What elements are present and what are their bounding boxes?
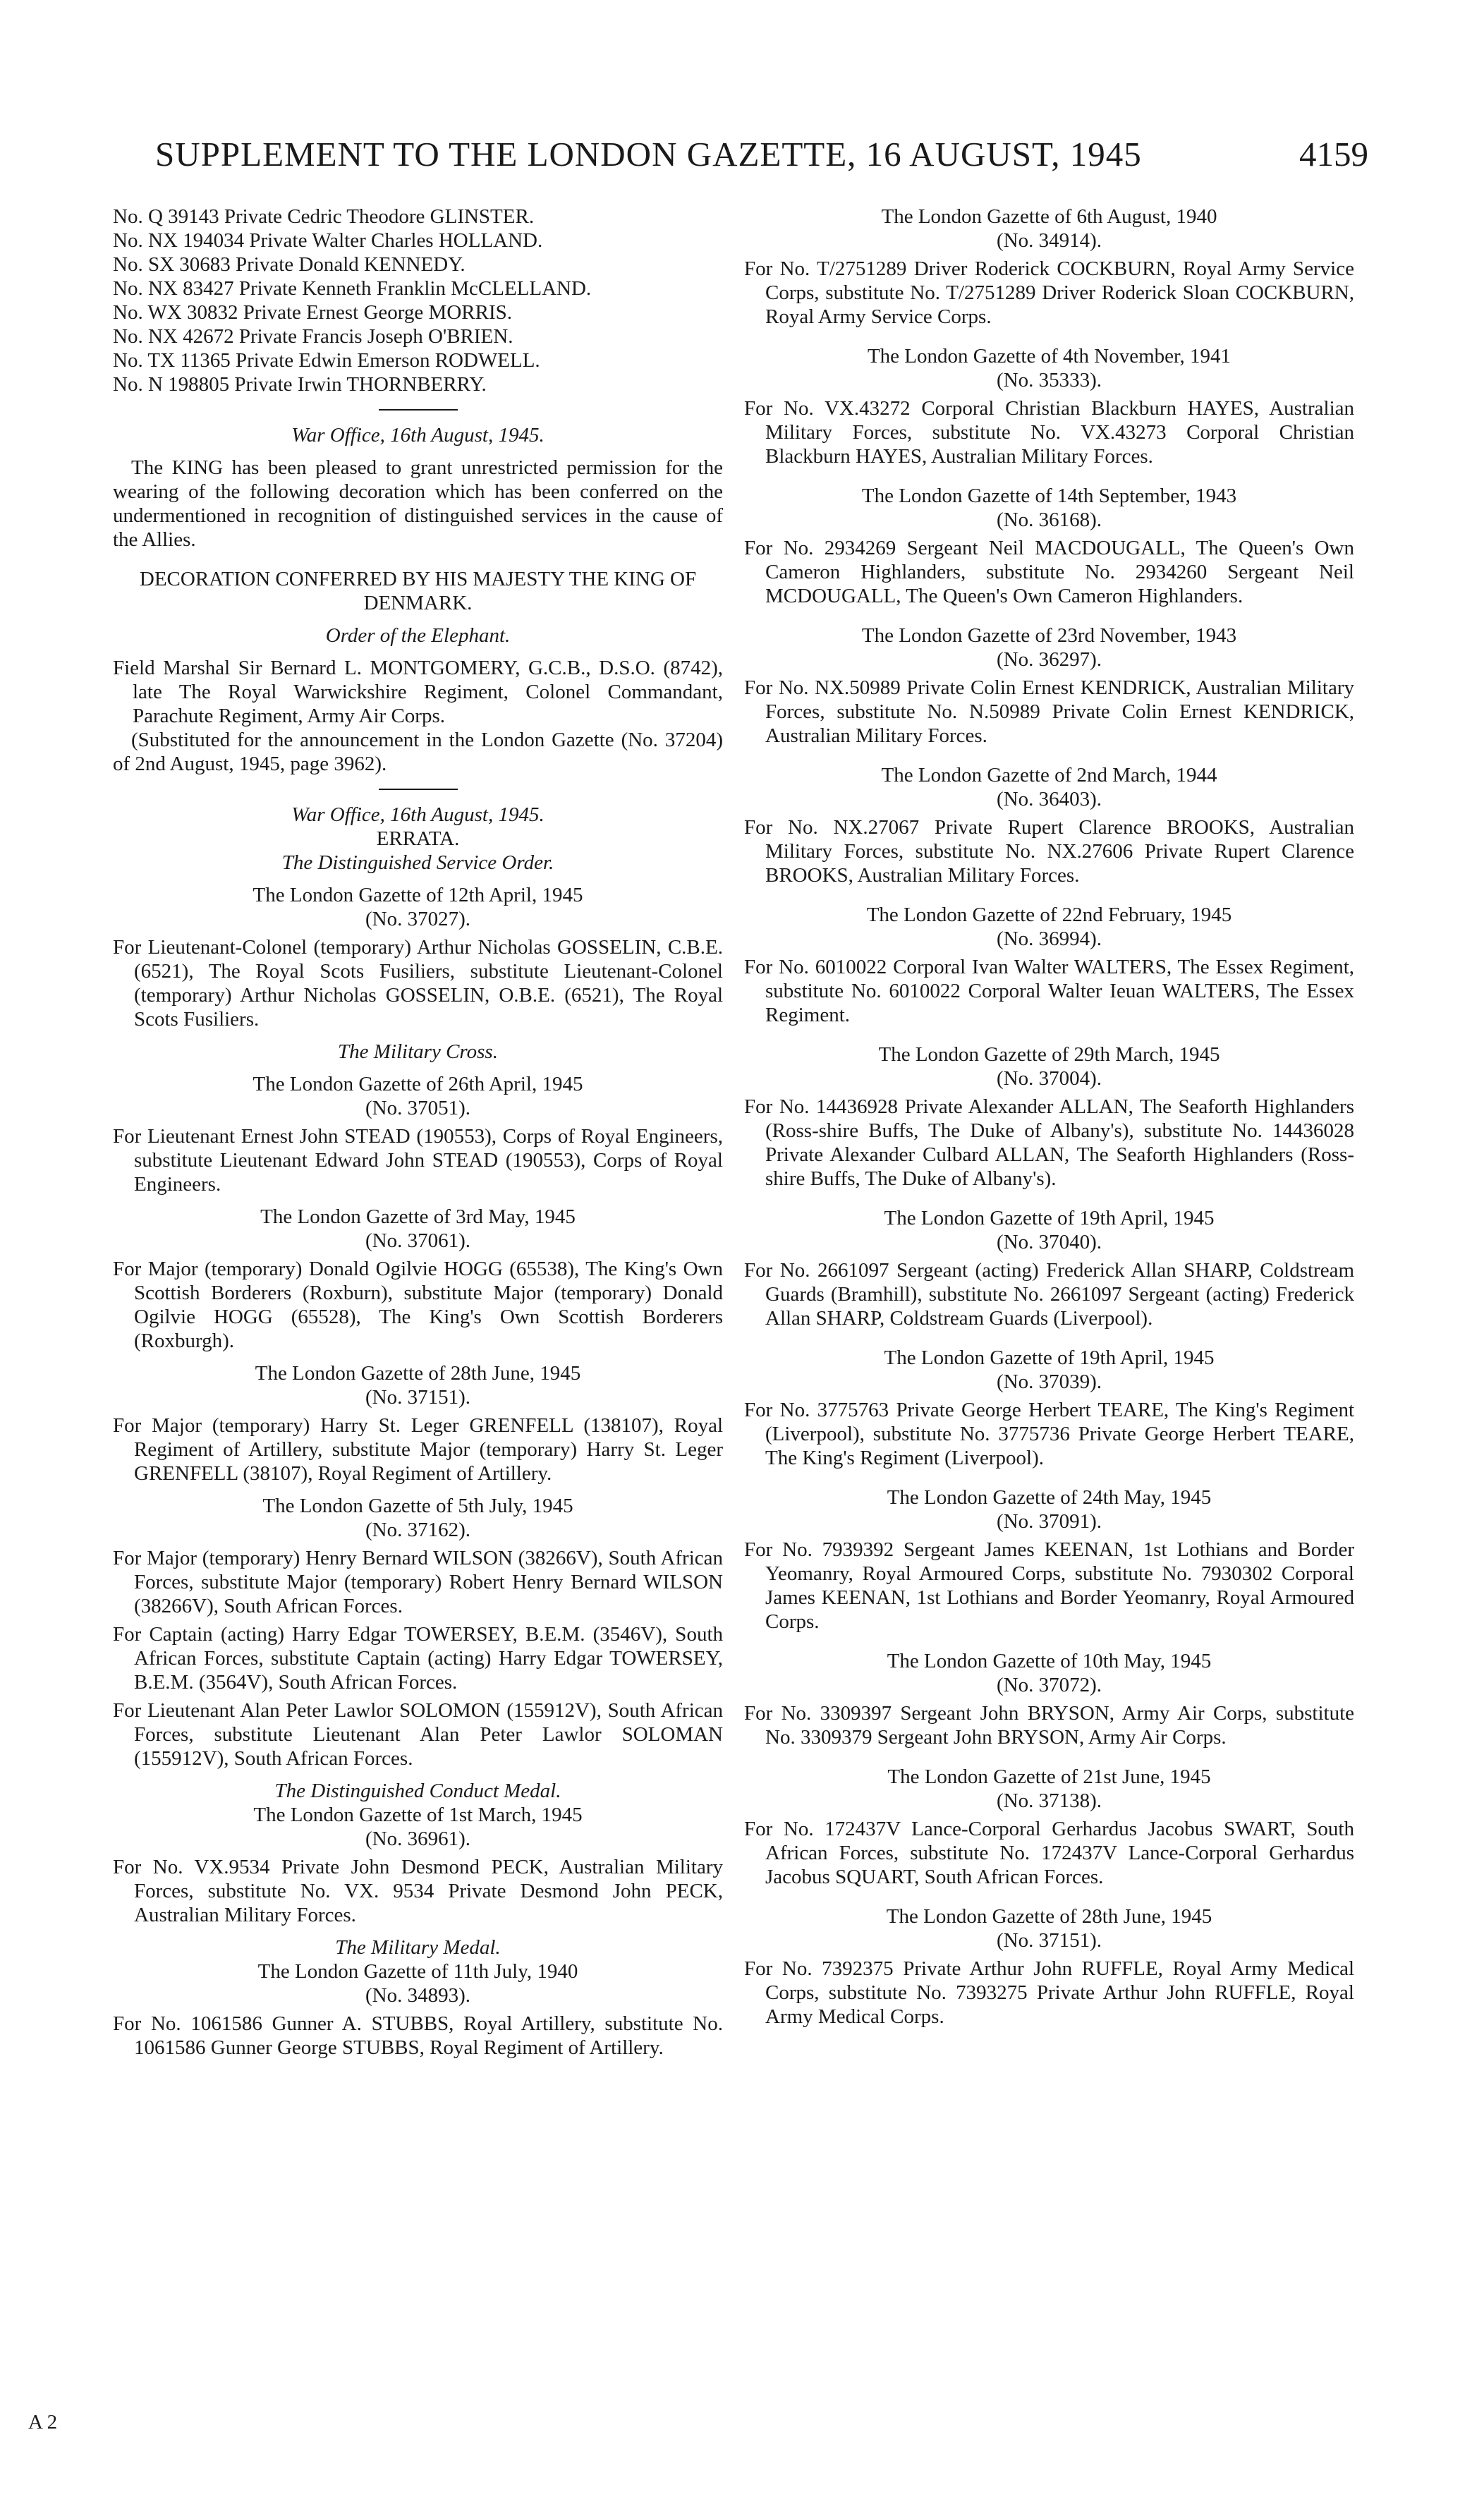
correction-entry: For Major (temporary) Harry St. Leger GRENFELL (138107), Royal Regiment of Artillery, substitute Major (temporary) Harry St. Leger GRENFELL (38107), Royal Regiment of Artillery.	[113, 1414, 723, 1485]
gazette-number: (No. 37151).	[365, 1386, 470, 1409]
gazette-reference: The London Gazette of 28th June, 1945	[886, 1905, 1212, 1928]
notice-body: The KING has been pleased to grant unrestricted permission for the wearing of the following decoration which has been conferred on the undermentioned in recognition of distinguished services in the cause of the Allies.	[113, 456, 723, 551]
correction-entry: For Captain (acting) Harry Edgar TOWERSEY, B.E.M. (3546V), South African Forces, substitute Captain (acting) Harry Edgar TOWERSEY, B.E.M. (3564V), South African Forces.	[113, 1623, 723, 1694]
correction-entry: For No. 6010022 Corporal Ivan Walter WALTERS, The Essex Regiment, substitute No. 6010022 Corporal Walter Ieuan WALTERS, The Essex Regiment.	[744, 956, 1354, 1026]
list-item: No. NX 83427 Private Kenneth Franklin McCLELLAND.	[113, 277, 592, 300]
page-number: 4159	[1299, 135, 1368, 174]
correction-entry: For Major (temporary) Donald Ogilvie HOGG (65538), The King's Own Scottish Borderers (Roxburn), substitute Major (temporary) Donald Ogilvie HOGG (65528), The King's Own Scottish Borderers (Roxburgh).	[113, 1258, 723, 1352]
substitution-note: (Substituted for the announcement in the London Gazette (No. 37204) of 2nd August, 1945, page 3962).	[113, 729, 723, 775]
correction-entry: For No. 14436928 Private Alexander ALLAN, The Seaforth Highlanders (Ross-shire Buffs, The Duke of Albany's), substitute No. 14436028 Private Alexander Culbard ALLAN, The Seaforth Highlanders (Ross-shire Buffs, The Duke of Albany's).	[744, 1095, 1354, 1190]
gazette-number: (No. 37061).	[365, 1229, 470, 1252]
divider	[379, 789, 458, 790]
gazette-number: (No. 36961).	[365, 1828, 470, 1850]
correction-entry: For No. 7939392 Sergeant James KEENAN, 1st Lothians and Border Yeomanry, Royal Armoured Corps, substitute No. 7930302 Corporal James KEENAN, 1st Lothians and Border Yeomanry, Royal Armoured Corps.	[744, 1538, 1354, 1633]
gazette-reference: The London Gazette of 21st June, 1945	[887, 1766, 1211, 1788]
correction-entry: For Lieutenant-Colonel (temporary) Arthur Nicholas GOSSELIN, C.B.E. (6521), The Royal Scots Fusiliers, substitute Lieutenant-Colonel (temporary) Arthur Nicholas GOSSELIN, O.B.E. (6521), The Royal Scots Fusiliers.	[113, 936, 723, 1031]
decoration-heading: DECORATION CONFERRED BY HIS MAJESTY THE KING OF DENMARK.	[139, 568, 697, 614]
notice-heading: War Office, 16th August, 1945.	[291, 424, 545, 446]
list-item: No. Q 39143 Private Cedric Theodore GLINSTER.	[113, 205, 535, 228]
correction-entry: For No. NX.50989 Private Colin Ernest KENDRICK, Australian Military Forces, substitute No. N.50989 Private Colin Ernest KENDRICK, Australian Military Forces.	[744, 676, 1354, 747]
gazette-number: (No. 37027).	[365, 908, 470, 930]
correction-entry: For No. 7392375 Private Arthur John RUFFLE, Royal Army Medical Corps, substitute No. 7393275 Private Arthur John RUFFLE, Royal Army Medical Corps.	[744, 1957, 1354, 2028]
correction-entry: For No. NX.27067 Private Rupert Clarence BROOKS, Australian Military Forces, substitute No. NX.27606 Private Rupert Clarence BROOKS, Australian Military Forces.	[744, 816, 1354, 887]
section-heading: The Distinguished Conduct Medal.	[274, 1780, 561, 1802]
gazette-reference: The London Gazette of 23rd November, 1943	[861, 624, 1237, 647]
gazette-reference: The London Gazette of 6th August, 1940	[881, 205, 1217, 228]
gazette-number: (No. 36994).	[996, 928, 1102, 950]
page-signature-mark: A 2	[28, 2411, 58, 2433]
gazette-number: (No. 37040).	[996, 1231, 1102, 1253]
gazette-reference: The London Gazette of 14th September, 1943	[861, 485, 1237, 507]
section-heading: The Military Medal.	[335, 1936, 501, 1959]
gazette-number: (No. 36403).	[996, 788, 1102, 810]
gazette-reference: The London Gazette of 22nd February, 1945	[866, 904, 1232, 926]
section-heading: The Military Cross.	[338, 1040, 498, 1063]
correction-entry: For No. 2934269 Sergeant Neil MACDOUGALL, The Queen's Own Cameron Highlanders, substitute No. 2934260 Sergeant Neil MCDOUGALL, The Queen's Own Cameron Highlanders.	[744, 537, 1354, 607]
gazette-reference: The London Gazette of 1st March, 1945	[253, 1804, 583, 1826]
gazette-number: (No. 37039).	[996, 1371, 1102, 1393]
gazette-reference: The London Gazette of 19th April, 1945	[884, 1207, 1215, 1229]
gazette-reference: The London Gazette of 19th April, 1945	[884, 1347, 1215, 1369]
gazette-reference: The London Gazette of 26th April, 1945	[253, 1073, 583, 1095]
correction-entry: For No. VX.9534 Private John Desmond PECK, Australian Military Forces, substitute No. VX. 9534 Private Desmond John PECK, Australian Military Forces.	[113, 1856, 723, 1926]
gazette-number: (No. 36168).	[996, 509, 1102, 531]
section-heading: The Distinguished Service Order.	[281, 851, 554, 874]
gazette-reference: The London Gazette of 4th November, 1941	[867, 345, 1231, 367]
divider	[379, 409, 458, 411]
correction-entry: For No. VX.43272 Corporal Christian Blackburn HAYES, Australian Military Forces, substitute No. VX.43273 Corporal Christian Blackburn HAYES, Australian Military Forces.	[744, 397, 1354, 468]
gazette-reference: The London Gazette of 29th March, 1945	[878, 1043, 1220, 1066]
gazette-number: (No. 37051).	[365, 1097, 470, 1119]
list-item: No. SX 30683 Private Donald KENNEDY.	[113, 253, 466, 276]
left-column	[113, 205, 723, 2060]
gazette-number: (No. 37072).	[996, 1674, 1102, 1696]
list-item: No. WX 30832 Private Ernest George MORRIS.	[113, 301, 512, 324]
list-item: No. NX 42672 Private Francis Joseph O'BRIEN.	[113, 325, 513, 348]
gazette-reference: The London Gazette of 2nd March, 1944	[881, 764, 1217, 786]
gazette-reference: The London Gazette of 5th July, 1945	[262, 1495, 573, 1517]
name-list	[113, 205, 723, 396]
gazette-number: (No. 37091).	[996, 1510, 1102, 1533]
list-item: No. TX 11365 Private Edwin Emerson RODWELL.	[113, 349, 540, 372]
order-heading: Order of the Elephant.	[325, 624, 511, 647]
correction-entry: For No. 2661097 Sergeant (acting) Frederick Allan SHARP, Coldstream Guards (Bramhill), substitute No. 2661097 Sergeant (acting) Frederick Allan SHARP, Coldstream Guards (Liverpool).	[744, 1259, 1354, 1330]
list-item: No. N 198805 Private Irwin THORNBERRY.	[113, 373, 487, 396]
gazette-reference: The London Gazette of 11th July, 1940	[257, 1960, 578, 1983]
award-entry: Field Marshal Sir Bernard L. MONTGOMERY, G.C.B., D.S.O. (8742), late The Royal Warwickshire Regiment, Colonel Commandant, Parachute Regiment, Army Air Corps.	[113, 657, 723, 727]
gazette-number: (No. 37162).	[365, 1519, 470, 1541]
list-item: No. NX 194034 Private Walter Charles HOLLAND.	[113, 229, 543, 252]
correction-entry: For Lieutenant Alan Peter Lawlor SOLOMON (155912V), South African Forces, substitute Lieutenant Alan Peter Lawlor SOLOMAN (155912V), South African Forces.	[113, 1699, 723, 1770]
page-header	[155, 134, 1368, 183]
correction-entry: For No. 172437V Lance-Corporal Gerhardus Jacobus SWART, South African Forces, substitute No. 172437V Lance-Corporal Gerhardus Jacobus SQUART, South African Forces.	[744, 1818, 1354, 1888]
gazette-number: (No. 34893).	[365, 1984, 470, 2007]
gazette-reference: The London Gazette of 12th April, 1945	[253, 884, 583, 906]
notice-heading: War Office, 16th August, 1945.	[291, 803, 545, 826]
right-column	[744, 205, 1354, 2029]
correction-entry: For Lieutenant Ernest John STEAD (190553), Corps of Royal Engineers, substitute Lieutenant Edward John STEAD (190553), Corps of Royal Engineers.	[113, 1125, 723, 1196]
gazette-number: (No. 37138).	[996, 1789, 1102, 1812]
gazette-reference: The London Gazette of 28th June, 1945	[255, 1362, 581, 1385]
gazette-reference: The London Gazette of 24th May, 1945	[887, 1486, 1212, 1509]
gazette-reference: The London Gazette of 3rd May, 1945	[260, 1205, 576, 1228]
gazette-number: (No. 37004).	[996, 1067, 1102, 1090]
errata-heading: ERRATA.	[376, 827, 460, 850]
gazette-number: (No. 37151).	[996, 1929, 1102, 1952]
correction-entry: For Major (temporary) Henry Bernard WILSON (38266V), South African Forces, substitute Major (temporary) Robert Henry Bernard WILSON (38266V), South African Forces.	[113, 1547, 723, 1617]
correction-entry: For No. 1061586 Gunner A. STUBBS, Royal Artillery, substitute No. 1061586 Gunner George STUBBS, Royal Regiment of Artillery.	[113, 2012, 723, 2059]
correction-entry: For No. T/2751289 Driver Roderick COCKBURN, Royal Army Service Corps, substitute No. T/2751289 Driver Roderick Sloan COCKBURN, Royal Army Service Corps.	[744, 257, 1354, 328]
correction-entry: For No. 3309397 Sergeant John BRYSON, Army Air Corps, substitute No. 3309379 Sergeant John BRYSON, Army Air Corps.	[744, 1702, 1354, 1749]
correction-entry: For No. 3775763 Private George Herbert TEARE, The King's Regiment (Liverpool), substitute No. 3775736 Private George Herbert TEARE, The King's Regiment (Liverpool).	[744, 1399, 1354, 1469]
gazette-title: SUPPLEMENT TO THE LONDON GAZETTE, 16 AUGUST, 1945	[155, 135, 1142, 174]
gazette-reference: The London Gazette of 10th May, 1945	[887, 1650, 1212, 1672]
gazette-number: (No. 35333).	[996, 369, 1102, 391]
gazette-number: (No. 36297).	[996, 648, 1102, 671]
gazette-number: (No. 34914).	[996, 229, 1102, 252]
